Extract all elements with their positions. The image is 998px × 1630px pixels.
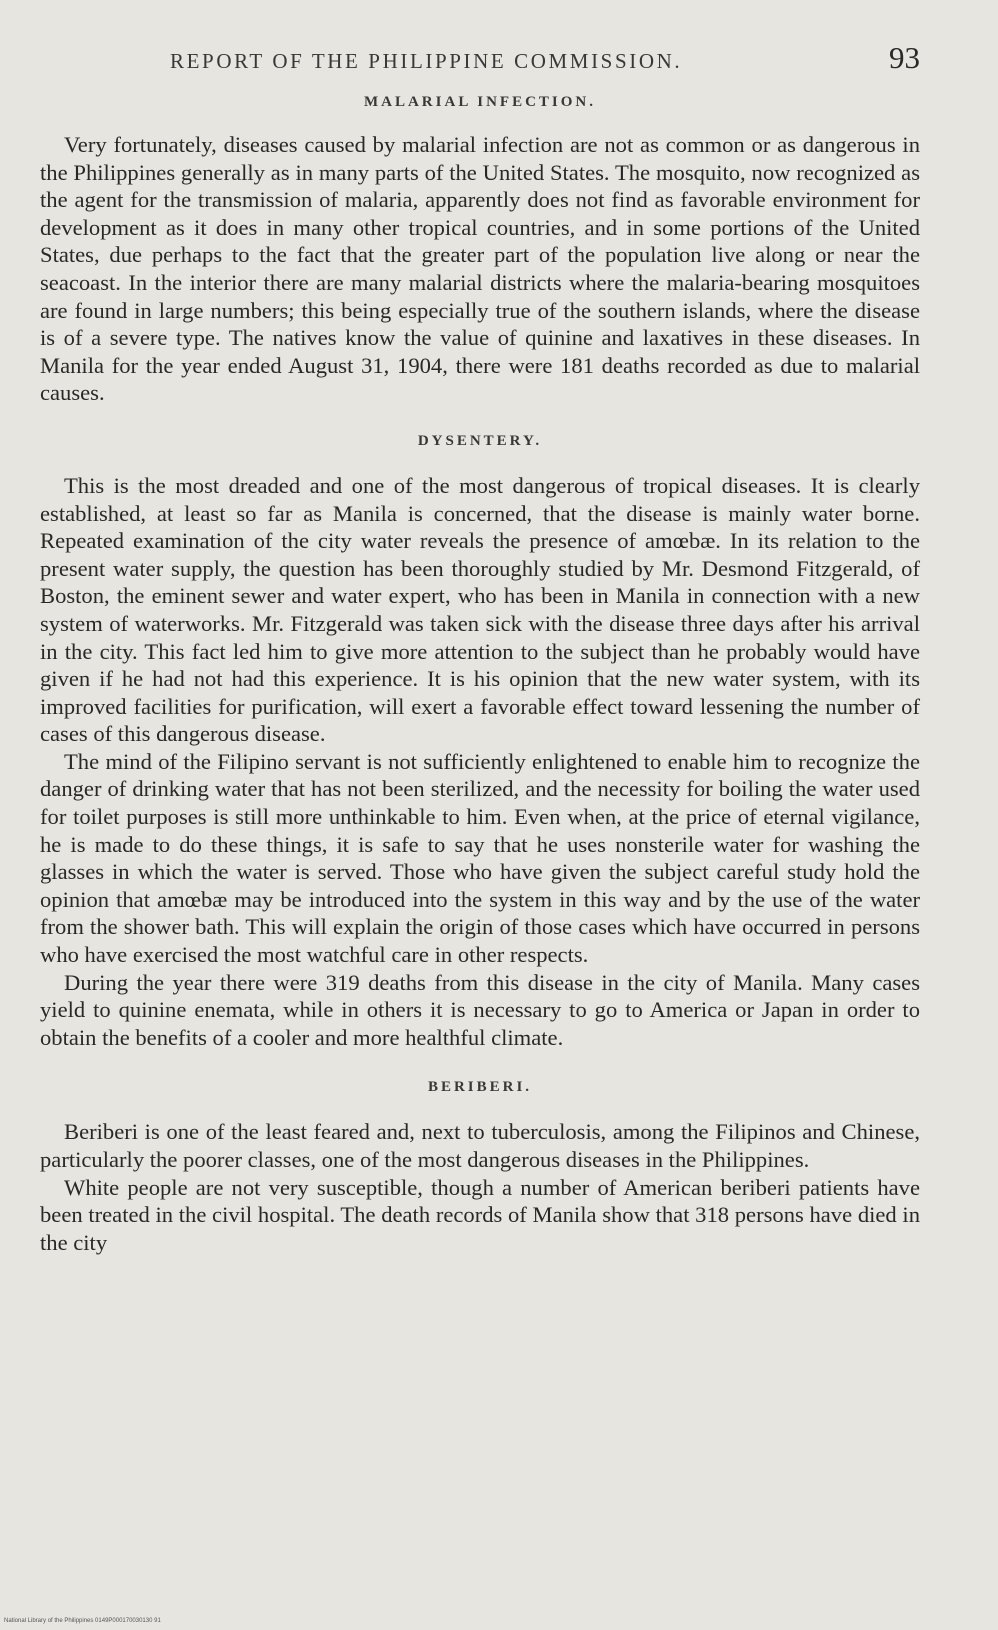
section-heading-beriberi: BERIBERI. <box>427 1079 533 1096</box>
paragraph-beriberi-1: Beriberi is one of the least feared and, next to tuberculosis, among the Filipinos and Chinese, particularly the poorer classes, one of the most dangerous diseases in the Philippines. <box>40 1119 920 1172</box>
library-credit: National Library of the Philippines 0149P000170030130 91 <box>4 1618 161 1624</box>
paragraph-beriberi-2: White people are not very susceptible, though a number of American beriberi patients have been treated in the civil hospital. The death records of Manila show that 318 persons have died in the city <box>40 1174 920 1255</box>
page-number: 93 <box>889 40 920 75</box>
section-heading-dysentery: DYSENTERY. <box>417 432 543 449</box>
paragraph-dysentery-3: During the year there were 319 deaths from this disease in the city of Manila. Many cases yield to quinine enemata, while in others it is necessary to go to America or Japan in order to obtain the benefits of a cooler and more healthful climate. <box>40 969 920 1050</box>
running-title: REPORT OF THE PHILIPPINE COMMISSION. <box>170 49 683 73</box>
paragraph-dysentery-1: This is the most dreaded and one of the most dangerous of tropical diseases. It is clearly established, at least so far as Manila is concerned, that the disease is mainly water borne. Repeated examination of the city water reveals the presence of amœbæ. In its relation to the present water supply, the question has been thoroughly studied by Mr. Desmond Fitzgerald, of Boston, the eminent sewer and water expert, who has been in Manila in connection with a new system of waterworks. Mr. Fitzgerald was taken sick with the disease three days after his arrival in the city. This fact led him to give more attention to the subject than he probably would have given if he had not had this experience. It is his opinion that the new water system, with its improved facilities for purification, will exert a favorable effect toward lessening the number of cases of this dangerous disease. <box>40 472 920 747</box>
paragraph-malarial-1: Very fortunately, diseases caused by malarial infection are not as common or as dangerous in the Philippines generally as in many parts of the United States. The mosquito, now recognized as the agent for the transmission of malaria, apparently does not find as favorable environment for development as it does in many other tropical countries, and in some portions of the United States, due perhaps to the fact that the greater part of the population live along or near the seacoast. In the interior there are many malarial districts where the malaria-bearing mosquitoes are found in large numbers; this being especially true of the southern islands, where the disease is of a severe type. The natives know the value of quinine and laxatives in these diseases. In Manila for the year ended August 31, 1904, there were 181 deaths recorded as due to malarial causes. <box>40 132 920 406</box>
paragraph-dysentery-2: The mind of the Filipino servant is not sufficiently enlightened to enable him to recognize the danger of drinking water that has not been sterilized, and the necessity for boiling the water used for toilet purposes is still more unthinkable to him. Even when, at the price of eternal vigilance, he is made to do these things, it is safe to say that he uses nonsterile water for washing the glasses in which the water is served. Those who have given the subject careful study hold the opinion that amœbæ may be introduced into the system in this way and by the use of the water from the shower bath. This will explain the origin of those cases which have occurred in persons who have exercised the most watchful care in other respects. <box>40 748 920 968</box>
running-head <box>40 40 920 76</box>
section-heading-malarial: MALARIAL INFECTION. <box>363 94 597 110</box>
